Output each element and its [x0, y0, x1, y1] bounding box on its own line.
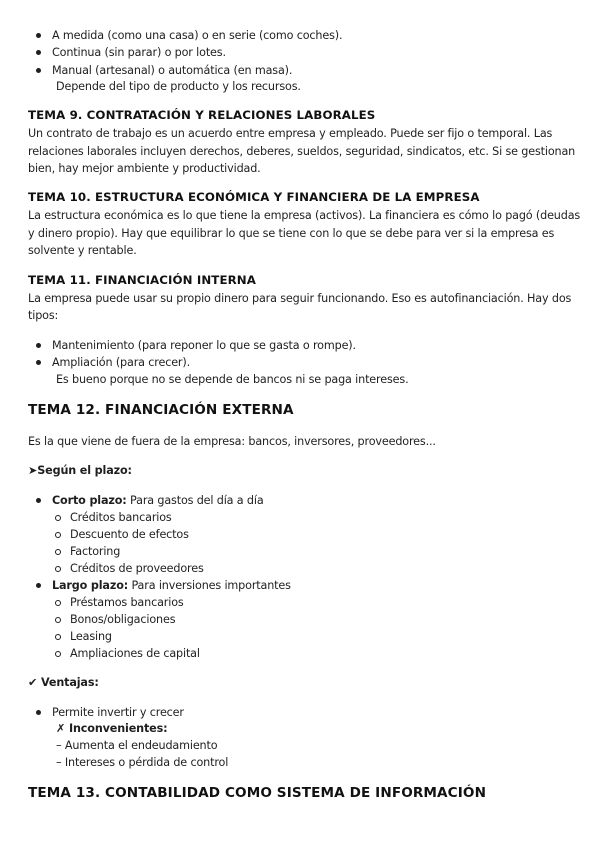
paragraph-line: Un contrato de trabajo es un acuerdo entre empresa y empleado. Puede ser fijo o temporal. Las	[28, 127, 553, 140]
bullet	[36, 50, 41, 55]
sub-list-item: Bonos/obligaciones	[70, 613, 176, 626]
subheading-label: Según el plazo:	[37, 464, 132, 477]
list-item-largo	[52, 577, 291, 594]
list-item: Manual (artesanal) o automática (en masa).	[52, 64, 293, 77]
item-label: Corto plazo:	[52, 494, 127, 507]
paragraph-line: Es la que viene de fuera de la empresa: bancos, inversores, proveedores...	[28, 435, 436, 448]
list-item: Mantenimiento (para reponer lo que se gasta o rompe).	[52, 339, 356, 352]
check-icon: ✔	[28, 676, 38, 689]
item-desc: Para gastos del día a día	[126, 494, 264, 507]
section-heading-tema12: TEMA 12. FINANCIACIÓN EXTERNA	[28, 402, 294, 418]
list-note: Depende del tipo de producto y los recursos.	[56, 80, 301, 93]
sub-list-item: Ampliaciones de capital	[70, 647, 200, 660]
sub-list-item: Créditos bancarios	[70, 511, 172, 524]
paragraph-line: solvente y rentable.	[28, 244, 137, 257]
section-heading-tema11: TEMA 11. FINANCIACIÓN INTERNA	[28, 273, 256, 287]
bullet	[36, 343, 41, 348]
list-item: A medida (como una casa) o en serie (como coches).	[52, 29, 343, 42]
list-item: Continua (sin parar) o por lotes.	[52, 46, 226, 59]
subheading-label: Inconvenientes:	[68, 722, 168, 735]
sub-list-item: Créditos de proveedores	[70, 562, 204, 575]
subheading-ventajas	[28, 674, 99, 691]
list-note: Es bueno porque no se depende de bancos ni se paga intereses.	[56, 373, 409, 386]
sub-bullet	[55, 515, 61, 521]
sub-bullet	[55, 617, 61, 623]
bullet	[36, 498, 41, 503]
section-heading-tema10: TEMA 10. ESTRUCTURA ECONÓMICA Y FINANCIERA DE LA EMPRESA	[28, 190, 480, 204]
item-label: Largo plazo:	[52, 579, 129, 592]
sub-list-item: Préstamos bancarios	[70, 596, 184, 609]
sub-list-item: Descuento de efectos	[70, 528, 189, 541]
subheading-plazo	[28, 462, 132, 479]
paragraph-line: La empresa puede usar su propio dinero para seguir funcionando. Eso es autofinanciación. Hay dos	[28, 292, 572, 305]
arrow-icon: ➤	[28, 464, 38, 477]
sub-bullet	[55, 634, 61, 640]
list-item: Permite invertir y crecer	[52, 706, 184, 719]
paragraph-line: y dinero propio). Hay que equilibrar lo que se tiene con lo que se debe para ver si la empresa es	[28, 227, 555, 240]
sub-bullet	[55, 651, 61, 657]
paragraph-line: La estructura económica es lo que tiene la empresa (activos). La financiera es cómo lo pagó (deudas	[28, 209, 581, 222]
list-note: – Aumenta el endeudamiento	[56, 739, 218, 752]
sub-bullet	[55, 566, 61, 572]
subheading-inconvenientes	[56, 720, 167, 737]
sub-bullet	[55, 549, 61, 555]
paragraph-line: tipos:	[28, 309, 59, 322]
bullet	[36, 33, 41, 38]
cross-icon: ✗	[56, 722, 66, 735]
item-desc: Para inversiones importantes	[128, 579, 291, 592]
bullet	[36, 583, 41, 588]
paragraph-line: bien, hay mejor ambiente y productividad.	[28, 162, 261, 175]
sub-list-item: Factoring	[70, 545, 121, 558]
section-heading-tema13: TEMA 13. CONTABILIDAD COMO SISTEMA DE INFORMACIÓN	[28, 785, 487, 801]
subheading-label: Ventajas:	[40, 676, 99, 689]
bullet	[36, 68, 41, 73]
list-item-corto	[52, 492, 264, 509]
bullet	[36, 360, 41, 365]
bullet	[36, 710, 41, 715]
list-item: Ampliación (para crecer).	[52, 356, 191, 369]
paragraph-line: relaciones laborales incluyen derechos, deberes, sueldos, seguridad, sindicatos, etc. Si se gestionan	[28, 145, 576, 158]
sub-bullet	[55, 600, 61, 606]
section-heading-tema9: TEMA 9. CONTRATACIÓN Y RELACIONES LABORALES	[28, 108, 376, 122]
sub-bullet	[55, 532, 61, 538]
list-note: – Intereses o pérdida de control	[56, 756, 229, 769]
sub-list-item: Leasing	[70, 630, 112, 643]
